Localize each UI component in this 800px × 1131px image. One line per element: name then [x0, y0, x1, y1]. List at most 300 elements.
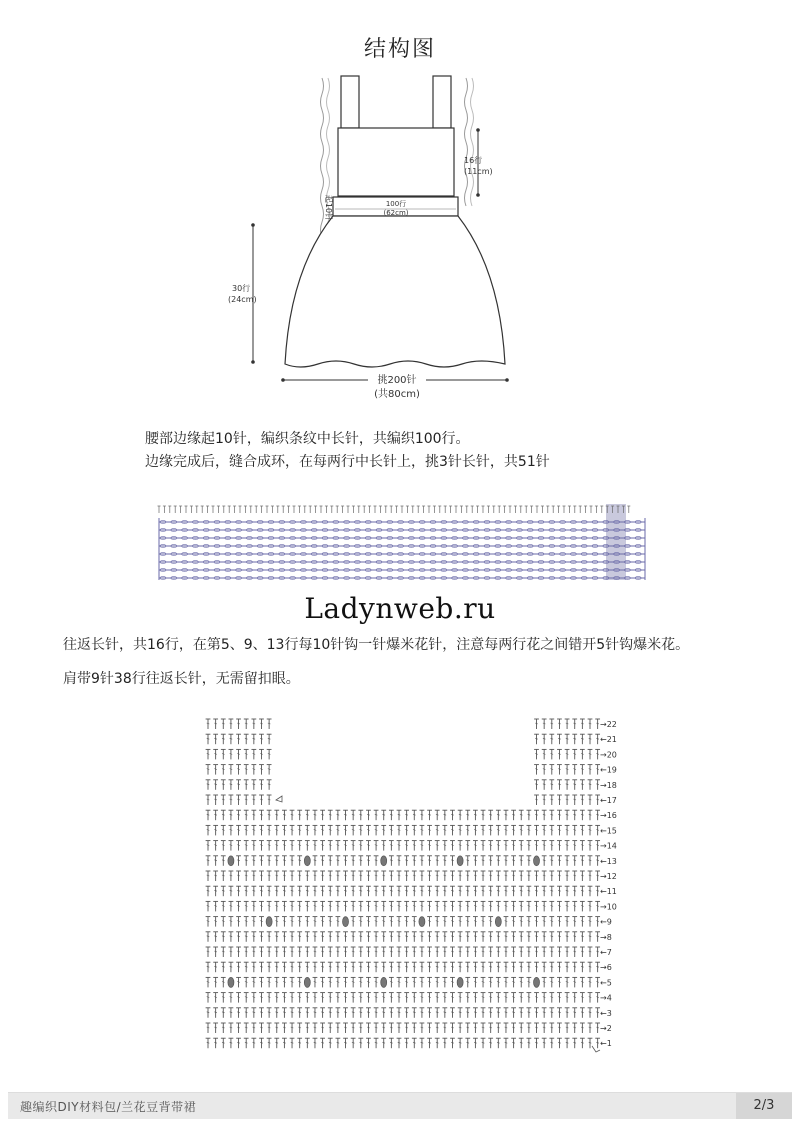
chart-stitch — [229, 841, 234, 851]
chart-stitch — [465, 917, 470, 927]
chart-stitch — [251, 886, 256, 896]
chart-stitch — [588, 1008, 593, 1018]
chart-stitch — [557, 871, 562, 881]
chart-stitch — [251, 749, 256, 759]
chart-stitch — [313, 856, 318, 866]
strap-cm-label: (11cm) — [464, 167, 493, 176]
chart-stitch — [374, 917, 379, 927]
chart-stitch — [557, 932, 562, 942]
chart-stitch — [358, 977, 363, 987]
skirt-cm-label: (24cm) — [228, 295, 257, 304]
chart-stitch — [511, 825, 516, 835]
chart-stitch — [244, 1008, 249, 1018]
chart-stitch — [328, 1038, 333, 1048]
chart-stitch — [236, 962, 241, 972]
chart-stitch — [504, 1038, 509, 1048]
chart-stitch — [404, 1023, 409, 1033]
strip-top-stitch — [303, 506, 306, 513]
chart-stitch — [435, 947, 440, 957]
chart-stitch — [335, 856, 340, 866]
chart-stitch — [549, 871, 554, 881]
strip-top-stitch — [374, 506, 377, 513]
chart-stitch — [259, 977, 264, 987]
row-number-label: ←5 — [600, 978, 612, 988]
chart-stitch — [397, 977, 402, 987]
chart-stitch — [412, 1023, 417, 1033]
chart-stitch — [274, 932, 279, 942]
chart-stitch — [542, 765, 547, 775]
chart-stitch — [389, 917, 394, 927]
chart-stitch — [328, 886, 333, 896]
chart-stitch — [488, 901, 493, 911]
chart-stitch — [481, 825, 486, 835]
chart-stitch — [481, 962, 486, 972]
chart-stitch — [465, 841, 470, 851]
chart-stitch — [389, 841, 394, 851]
chart-stitch — [206, 749, 211, 759]
chart-stitch — [442, 932, 447, 942]
chart-stitch — [404, 932, 409, 942]
strip-top-stitch — [179, 506, 182, 513]
chart-stitch — [259, 810, 264, 820]
watermark: Ladynweb.ru — [304, 592, 496, 625]
chart-stitch — [504, 1023, 509, 1033]
chart-stitch — [397, 886, 402, 896]
strip-top-stitch — [465, 506, 468, 513]
strip-top-stitch — [212, 506, 215, 513]
chart-stitch — [313, 871, 318, 881]
row-number-label: →4 — [600, 993, 612, 1003]
chart-stitch — [221, 810, 226, 820]
strip-top-stitch — [573, 506, 576, 513]
chart-stitch — [397, 962, 402, 972]
chart-stitch — [320, 871, 325, 881]
chart-stitch — [404, 825, 409, 835]
chart-stitch — [351, 932, 356, 942]
chart-stitch — [519, 993, 524, 1003]
chart-stitch — [572, 765, 577, 775]
chart-stitch — [374, 810, 379, 820]
chart-stitch — [465, 856, 470, 866]
chart-stitch — [343, 932, 348, 942]
chart-stitch — [588, 917, 593, 927]
hem-cm-label: (共80cm) — [374, 389, 420, 400]
strip-top-stitch — [584, 506, 587, 513]
chart-stitch — [580, 917, 585, 927]
chart-stitch — [565, 1008, 570, 1018]
chart-stitch — [511, 901, 516, 911]
chart-stitch — [374, 1023, 379, 1033]
chart-stitch — [251, 977, 256, 987]
chart-stitch — [565, 795, 570, 805]
chart-stitch — [580, 765, 585, 775]
chart-stitch — [259, 932, 264, 942]
chart-stitch — [420, 977, 425, 987]
chart-stitch — [473, 993, 478, 1003]
chart-stitch — [534, 962, 539, 972]
chart-stitch — [320, 1038, 325, 1048]
chart-stitch — [335, 1038, 340, 1048]
chart-stitch — [206, 1023, 211, 1033]
chart-stitch — [221, 719, 226, 729]
chart-stitch — [473, 856, 478, 866]
chart-stitch — [366, 993, 371, 1003]
chart-stitch — [290, 1008, 295, 1018]
chart-stitch — [320, 932, 325, 942]
chart-stitch — [213, 871, 218, 881]
chart-stitch — [206, 1008, 211, 1018]
chart-stitch — [343, 977, 348, 987]
chart-stitch — [588, 825, 593, 835]
chart-stitch — [442, 962, 447, 972]
chart-stitch — [358, 932, 363, 942]
strip-top-stitch — [455, 506, 458, 513]
chart-stitch — [381, 1008, 386, 1018]
chart-stitch — [213, 993, 218, 1003]
row-number-label: →8 — [600, 932, 612, 942]
chart-stitch — [588, 962, 593, 972]
chart-stitch — [320, 917, 325, 927]
chart-stitch — [442, 1008, 447, 1018]
chart-stitch — [435, 825, 440, 835]
strip-top-stitch — [579, 506, 582, 513]
chart-stitch — [397, 1008, 402, 1018]
chart-stitch — [572, 901, 577, 911]
chart-stitch — [366, 856, 371, 866]
chart-stitch — [481, 977, 486, 987]
chart-stitch — [213, 734, 218, 744]
chart-stitch — [374, 993, 379, 1003]
chart-stitch — [374, 841, 379, 851]
chart-stitch — [259, 917, 264, 927]
chart-stitch — [244, 1023, 249, 1033]
chart-stitch — [442, 977, 447, 987]
end-marker-icon — [592, 1046, 600, 1052]
chart-stitch — [526, 1038, 531, 1048]
chart-stitch — [351, 1038, 356, 1048]
chart-stitch — [580, 856, 585, 866]
chart-stitch — [397, 856, 402, 866]
chart-stitch — [427, 841, 432, 851]
chart-stitch — [389, 825, 394, 835]
chart-stitch — [251, 795, 256, 805]
row-number-label: ←11 — [600, 887, 617, 897]
chart-stitch — [580, 1008, 585, 1018]
chart-stitch — [488, 932, 493, 942]
chart-stitch — [504, 1008, 509, 1018]
chart-stitch — [251, 734, 256, 744]
chart-stitch — [412, 871, 417, 881]
chart-stitch — [267, 810, 272, 820]
chart-stitch — [297, 871, 302, 881]
chart-stitch — [351, 856, 356, 866]
chart-stitch — [297, 1008, 302, 1018]
chart-stitch — [511, 917, 516, 927]
chart-stitch — [229, 871, 234, 881]
chart-stitch — [427, 825, 432, 835]
chart-stitch — [404, 856, 409, 866]
chart-stitch — [420, 993, 425, 1003]
chart-stitch — [259, 765, 264, 775]
chart-stitch — [549, 1008, 554, 1018]
chart-stitch — [335, 947, 340, 957]
chart-stitch — [274, 1008, 279, 1018]
chart-stitch — [297, 825, 302, 835]
chart-stitch — [549, 993, 554, 1003]
chart-stitch — [397, 871, 402, 881]
strip-top-stitch — [309, 506, 312, 513]
chart-stitch — [412, 932, 417, 942]
chart-stitch — [458, 932, 463, 942]
strip-top-stitch — [471, 506, 474, 513]
chart-stitch — [427, 932, 432, 942]
strip-top-stitch — [201, 506, 204, 513]
strip-top-stitch — [314, 506, 317, 513]
chart-stitch — [335, 810, 340, 820]
chart-stitch — [588, 947, 593, 957]
strip-top-stitch — [390, 506, 393, 513]
chart-stitch — [488, 962, 493, 972]
chart-stitch — [274, 901, 279, 911]
page-number: 2/3 — [736, 1093, 792, 1119]
chart-stitch — [526, 947, 531, 957]
popcorn-stitch — [266, 917, 272, 927]
chart-stitch — [366, 871, 371, 881]
chart-stitch — [442, 947, 447, 957]
chart-stitch — [458, 825, 463, 835]
chart-stitch — [519, 1008, 524, 1018]
chart-stitch — [404, 1008, 409, 1018]
chart-stitch — [572, 1008, 577, 1018]
chart-stitch — [588, 734, 593, 744]
chart-stitch — [251, 947, 256, 957]
chart-stitch — [366, 810, 371, 820]
strip-top-stitch — [298, 506, 301, 513]
chart-stitch — [542, 886, 547, 896]
chart-stitch — [251, 901, 256, 911]
strip-top-stitch — [363, 506, 366, 513]
chart-stitch — [320, 962, 325, 972]
chart-stitch — [290, 947, 295, 957]
chart-stitch — [206, 901, 211, 911]
chart-stitch — [450, 977, 455, 987]
popcorn-stitch — [343, 917, 349, 927]
chart-stitch — [213, 825, 218, 835]
chart-stitch — [565, 856, 570, 866]
chart-stitch — [519, 932, 524, 942]
chart-stitch — [404, 917, 409, 927]
chart-stitch — [565, 901, 570, 911]
chart-stitch — [412, 977, 417, 987]
chart-stitch — [473, 932, 478, 942]
chart-stitch — [267, 901, 272, 911]
chart-stitch — [343, 993, 348, 1003]
chart-stitch — [420, 947, 425, 957]
chart-stitch — [320, 1023, 325, 1033]
chart-stitch — [549, 977, 554, 987]
chart-stitch — [213, 947, 218, 957]
chart-stitch — [435, 977, 440, 987]
chart-stitch — [580, 947, 585, 957]
chart-stitch — [412, 901, 417, 911]
chart-stitch — [542, 947, 547, 957]
strip-top-stitch — [498, 506, 501, 513]
strip-top-stitch — [422, 506, 425, 513]
chart-stitch — [519, 901, 524, 911]
row-number-label: ←21 — [600, 735, 617, 745]
chart-stitch — [259, 825, 264, 835]
chart-stitch — [504, 947, 509, 957]
chart-stitch — [420, 932, 425, 942]
chart-stitch — [549, 886, 554, 896]
chart-stitch — [244, 749, 249, 759]
chart-stitch — [282, 841, 287, 851]
chart-stitch — [397, 1038, 402, 1048]
chart-stitch — [305, 1023, 310, 1033]
chart-stitch — [328, 856, 333, 866]
chart-stitch — [374, 1008, 379, 1018]
chart-stitch — [488, 825, 493, 835]
chart-stitch — [588, 810, 593, 820]
chart-stitch — [519, 810, 524, 820]
chart-stitch — [519, 1038, 524, 1048]
chart-stitch — [442, 871, 447, 881]
row-number-label: →18 — [600, 780, 617, 790]
chart-stitch — [282, 1038, 287, 1048]
chart-stitch — [290, 917, 295, 927]
chart-stitch — [565, 993, 570, 1003]
strip-top-stitch — [460, 506, 463, 513]
chart-stitch — [442, 810, 447, 820]
chart-stitch — [236, 1038, 241, 1048]
strip-top-stitch — [487, 506, 490, 513]
chart-stitch — [435, 871, 440, 881]
chart-stitch — [504, 901, 509, 911]
chart-stitch — [366, 825, 371, 835]
chart-stitch — [565, 810, 570, 820]
chart-stitch — [366, 947, 371, 957]
chart-stitch — [412, 886, 417, 896]
chart-stitch — [297, 993, 302, 1003]
chart-stitch — [565, 1023, 570, 1033]
chart-stitch — [320, 841, 325, 851]
popcorn-stitch — [419, 917, 425, 927]
chart-stitch — [557, 901, 562, 911]
chart-stitch — [420, 1008, 425, 1018]
chart-stitch — [206, 962, 211, 972]
chart-stitch — [290, 1023, 295, 1033]
chart-stitch — [542, 734, 547, 744]
chart-stitch — [450, 1038, 455, 1048]
chart-stitch — [229, 719, 234, 729]
chart-stitch — [259, 841, 264, 851]
chart-stitch — [488, 917, 493, 927]
chart-stitch — [297, 977, 302, 987]
chart-stitch — [251, 1008, 256, 1018]
chart-stitch — [374, 1038, 379, 1048]
chart-stitch — [572, 810, 577, 820]
chart-stitch — [526, 841, 531, 851]
chart-stitch — [267, 856, 272, 866]
chart-stitch — [580, 795, 585, 805]
chart-stitch — [549, 932, 554, 942]
chart-stitch — [465, 886, 470, 896]
instruction-line-4: 肩带9针38行往返长针，无需留扣眼。 — [63, 671, 300, 687]
chart-stitch — [580, 1023, 585, 1033]
chart-stitch — [351, 871, 356, 881]
chart-stitch — [542, 917, 547, 927]
chart-stitch — [519, 825, 524, 835]
chart-stitch — [488, 947, 493, 957]
chart-stitch — [580, 932, 585, 942]
chart-stitch — [549, 856, 554, 866]
chart-stitch — [274, 825, 279, 835]
waist-cm-label: (62cm) — [383, 209, 409, 217]
chart-stitch — [221, 825, 226, 835]
chart-stitch — [229, 886, 234, 896]
chart-stitch — [213, 901, 218, 911]
strip-top-stitch — [433, 506, 436, 513]
strip-top-stitch — [379, 506, 382, 513]
row-number-label: →2 — [600, 1024, 612, 1033]
chart-stitch — [534, 810, 539, 820]
chart-stitch — [420, 1038, 425, 1048]
chart-stitch — [328, 947, 333, 957]
chart-stitch — [236, 886, 241, 896]
chart-stitch — [565, 932, 570, 942]
chart-stitch — [343, 962, 348, 972]
chart-stitch — [328, 1008, 333, 1018]
chart-stitch — [542, 749, 547, 759]
chart-stitch — [290, 810, 295, 820]
chart-stitch — [473, 810, 478, 820]
chart-stitch — [282, 932, 287, 942]
chart-stitch — [442, 1038, 447, 1048]
chart-stitch — [572, 1023, 577, 1033]
right-wavy-edge — [465, 78, 468, 206]
chart-stitch — [519, 871, 524, 881]
chart-stitch — [565, 841, 570, 851]
chart-stitch — [397, 841, 402, 851]
chart-stitch — [565, 977, 570, 987]
chart-stitch — [404, 871, 409, 881]
chart-stitch — [259, 719, 264, 729]
row-number-label: ←9 — [600, 917, 612, 927]
chart-stitch — [404, 886, 409, 896]
chart-stitch — [465, 993, 470, 1003]
chart-stitch — [251, 1023, 256, 1033]
chart-stitch — [358, 810, 363, 820]
chart-stitch — [381, 932, 386, 942]
skirt-rows-label: 30行 — [232, 284, 251, 293]
chart-stitch — [259, 947, 264, 957]
chart-stitch — [450, 825, 455, 835]
chart-stitch — [267, 1023, 272, 1033]
chart-stitch — [290, 1038, 295, 1048]
chart-stitch — [450, 871, 455, 881]
chart-stitch — [259, 1038, 264, 1048]
chart-stitch — [496, 1038, 501, 1048]
chart-stitch — [389, 977, 394, 987]
chart-stitch — [435, 1038, 440, 1048]
chart-stitch — [374, 871, 379, 881]
chart-stitch — [473, 977, 478, 987]
chart-stitch — [206, 947, 211, 957]
chart-stitch — [389, 1008, 394, 1018]
chart-stitch — [427, 856, 432, 866]
chart-stitch — [526, 917, 531, 927]
chart-stitch — [358, 825, 363, 835]
